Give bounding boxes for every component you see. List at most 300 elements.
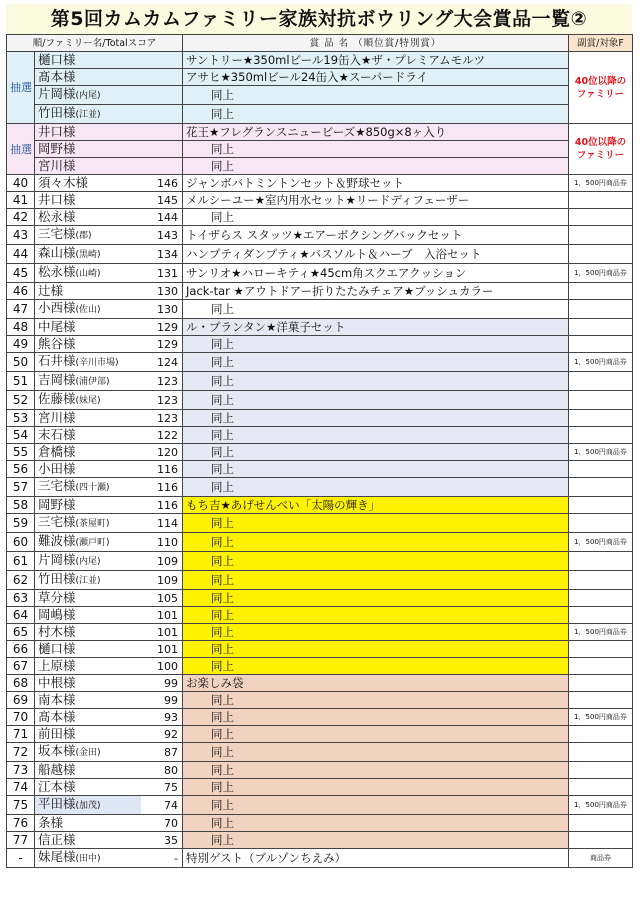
prize-cell: サントリー★350mlビール19缶入★ザ・プレミアムモルツ bbox=[183, 52, 569, 69]
family-name-cell bbox=[35, 336, 141, 353]
family-name-cell bbox=[35, 353, 141, 372]
table-header-row bbox=[7, 35, 633, 52]
score-cell: 116 bbox=[141, 461, 183, 478]
sub-cell: 1，500円商品券 bbox=[569, 796, 633, 815]
family-name-cell bbox=[35, 175, 141, 192]
table-body bbox=[7, 52, 633, 868]
rank-cell: 70 bbox=[7, 709, 35, 726]
score-cell: 143 bbox=[141, 226, 183, 245]
table-row bbox=[7, 209, 633, 226]
sub-cell: 1，500円商品券 bbox=[569, 533, 633, 552]
rank-cell: 50 bbox=[7, 353, 35, 372]
family-name-cell bbox=[35, 832, 141, 849]
family-name: 松永様 bbox=[38, 209, 76, 224]
family-note: (瀬戸町) bbox=[75, 538, 110, 548]
prize-cell: 同上 bbox=[183, 158, 569, 175]
family-name: 条様 bbox=[38, 815, 64, 830]
rank-cell: 76 bbox=[7, 815, 35, 832]
table-row bbox=[7, 336, 633, 353]
family-name-cell bbox=[35, 692, 141, 709]
table-row bbox=[7, 514, 633, 533]
table-row bbox=[7, 410, 633, 427]
prize-cell: 同上 bbox=[183, 779, 569, 796]
score-cell: 110 bbox=[141, 533, 183, 552]
sub-cell bbox=[569, 762, 633, 779]
prize-cell: 同上 bbox=[183, 300, 569, 319]
prize-cell: 同上 bbox=[183, 336, 569, 353]
rank-cell: 73 bbox=[7, 762, 35, 779]
rank-cell: 69 bbox=[7, 692, 35, 709]
family-name-cell bbox=[35, 69, 183, 86]
score-cell: 145 bbox=[141, 192, 183, 209]
family-name: 前田様 bbox=[38, 726, 76, 741]
sub-cell bbox=[569, 319, 633, 336]
family-name: 倉橋様 bbox=[38, 444, 76, 459]
table-row bbox=[7, 607, 633, 624]
sub-cell: 1，500円商品券 bbox=[569, 709, 633, 726]
score-cell: 146 bbox=[141, 175, 183, 192]
score-cell: 116 bbox=[141, 497, 183, 514]
rank-cell: 52 bbox=[7, 391, 35, 410]
prize-table bbox=[6, 34, 633, 868]
rank-cell: 57 bbox=[7, 478, 35, 497]
prize-cell: 同上 bbox=[183, 353, 569, 372]
score-cell: 105 bbox=[141, 590, 183, 607]
family-name: 岡野様 bbox=[38, 497, 76, 512]
family-name: 信正様 bbox=[38, 832, 76, 847]
family-name-cell bbox=[35, 410, 141, 427]
family-name-cell bbox=[35, 124, 183, 141]
family-name: 中尾様 bbox=[38, 319, 76, 334]
table-row bbox=[7, 192, 633, 209]
table-row bbox=[7, 533, 633, 552]
table-row bbox=[7, 283, 633, 300]
family-name-cell bbox=[35, 796, 141, 815]
score-cell: 109 bbox=[141, 552, 183, 571]
prize-cell: 同上 bbox=[183, 709, 569, 726]
header-sub: 副賞/対象F bbox=[569, 35, 633, 52]
score-cell: - bbox=[141, 849, 183, 868]
prize-cell: 同上 bbox=[183, 514, 569, 533]
score-cell: 74 bbox=[141, 796, 183, 815]
score-cell: 87 bbox=[141, 743, 183, 762]
sub-cell bbox=[569, 478, 633, 497]
score-cell: 109 bbox=[141, 571, 183, 590]
sub-cell bbox=[569, 571, 633, 590]
rank-cell: 55 bbox=[7, 444, 35, 461]
prize-cell: 同上 bbox=[183, 533, 569, 552]
prize-cell: 同上 bbox=[183, 105, 569, 124]
table-row bbox=[7, 86, 633, 105]
rank-cell: 75 bbox=[7, 796, 35, 815]
table-row bbox=[7, 675, 633, 692]
sub-note-cell bbox=[569, 52, 633, 124]
sub-cell bbox=[569, 427, 633, 444]
family-name: 小田様 bbox=[38, 461, 76, 476]
sub-cell bbox=[569, 726, 633, 743]
table-row bbox=[7, 590, 633, 607]
prize-cell: お楽しみ袋 bbox=[183, 675, 569, 692]
prize-cell: 同上 bbox=[183, 552, 569, 571]
prize-cell: Jack-tar ★アウトドアー折りたたみチェア★ブッシュカラー bbox=[183, 283, 569, 300]
sub-cell: 1，500円商品券 bbox=[569, 353, 633, 372]
family-note: (内尾) bbox=[75, 91, 101, 101]
table-row bbox=[7, 692, 633, 709]
prize-cell: 同上 bbox=[183, 391, 569, 410]
family-name: 草分様 bbox=[38, 590, 76, 605]
table-row bbox=[7, 658, 633, 675]
table-row bbox=[7, 105, 633, 124]
family-name-cell bbox=[35, 226, 141, 245]
table-row bbox=[7, 245, 633, 264]
family-note: (四十瀬) bbox=[75, 483, 110, 493]
family-name-cell bbox=[35, 105, 183, 124]
rank-cell: 40 bbox=[7, 175, 35, 192]
family-name: 難波様 bbox=[38, 533, 76, 548]
score-cell: 99 bbox=[141, 692, 183, 709]
family-name-cell bbox=[35, 192, 141, 209]
family-name-cell bbox=[35, 158, 183, 175]
family-name: 熊谷様 bbox=[38, 336, 76, 351]
table-row bbox=[7, 427, 633, 444]
score-cell: 130 bbox=[141, 283, 183, 300]
header-rank-name-score: 順/ファミリー名/Totalスコア bbox=[7, 35, 183, 52]
table-row bbox=[7, 52, 633, 69]
score-cell: 75 bbox=[141, 779, 183, 796]
family-name: 南本様 bbox=[38, 692, 76, 707]
rank-cell: 47 bbox=[7, 300, 35, 319]
rank-cell: 72 bbox=[7, 743, 35, 762]
sub-note-40: 40位以降のファミリー bbox=[574, 137, 627, 161]
score-cell: 134 bbox=[141, 245, 183, 264]
table-row bbox=[7, 175, 633, 192]
rank-cell: 53 bbox=[7, 410, 35, 427]
table-row bbox=[7, 552, 633, 571]
prize-cell: 同上 bbox=[183, 815, 569, 832]
sub-cell bbox=[569, 497, 633, 514]
score-cell: 123 bbox=[141, 391, 183, 410]
rank-cell: 65 bbox=[7, 624, 35, 641]
family-note: (茶屋町) bbox=[75, 519, 110, 529]
table-row bbox=[7, 571, 633, 590]
family-name-cell bbox=[35, 245, 141, 264]
prize-cell: トイザらス スタッツ★エアーボクシングバックセット bbox=[183, 226, 569, 245]
family-name-cell bbox=[35, 762, 141, 779]
score-cell: 101 bbox=[141, 624, 183, 641]
family-note: (佐山) bbox=[75, 305, 101, 315]
sub-note-cell bbox=[569, 124, 633, 175]
prize-cell: 同上 bbox=[183, 762, 569, 779]
sub-cell bbox=[569, 743, 633, 762]
rank-cell: 48 bbox=[7, 319, 35, 336]
family-name: 三宅様 bbox=[38, 514, 76, 529]
rank-cell: 49 bbox=[7, 336, 35, 353]
score-cell: 144 bbox=[141, 209, 183, 226]
family-name-cell bbox=[35, 461, 141, 478]
prize-cell: ハンプティダンプティ★バスソルト＆ハーブ 入浴セット bbox=[183, 245, 569, 264]
score-cell: 122 bbox=[141, 427, 183, 444]
rank-cell: 54 bbox=[7, 427, 35, 444]
family-name-cell bbox=[35, 52, 183, 69]
sub-cell bbox=[569, 461, 633, 478]
family-note: (田中) bbox=[75, 854, 101, 864]
family-name-cell bbox=[35, 300, 141, 319]
rank-cell: 74 bbox=[7, 779, 35, 796]
table-row bbox=[7, 709, 633, 726]
rank-cell: 41 bbox=[7, 192, 35, 209]
rank-cell: 60 bbox=[7, 533, 35, 552]
family-name: 岡嶋様 bbox=[38, 607, 76, 622]
sub-cell bbox=[569, 641, 633, 658]
rank-cell: - bbox=[7, 849, 35, 868]
prize-cell: ル・プランタン★洋菓子セット bbox=[183, 319, 569, 336]
prize-cell: 同上 bbox=[183, 427, 569, 444]
family-note: (内尾) bbox=[75, 557, 101, 567]
prize-cell: 同上 bbox=[183, 478, 569, 497]
table-row bbox=[7, 391, 633, 410]
sub-cell bbox=[569, 692, 633, 709]
table-row bbox=[7, 226, 633, 245]
family-note: (妹尾) bbox=[75, 396, 101, 406]
prize-cell: ジャンボバトミントンセット＆野球セット bbox=[183, 175, 569, 192]
family-note: (江並) bbox=[75, 576, 101, 586]
table-row bbox=[7, 300, 633, 319]
family-name: 片岡様 bbox=[38, 552, 76, 567]
table-row bbox=[7, 264, 633, 283]
prize-cell: 花王★フレグランスニュービーズ★850g×8ヶ入り bbox=[183, 124, 569, 141]
family-name: 岡野様 bbox=[38, 141, 76, 156]
rank-cell: 46 bbox=[7, 283, 35, 300]
family-note: (加茂) bbox=[75, 801, 101, 811]
family-name-cell bbox=[35, 641, 141, 658]
table-row bbox=[7, 762, 633, 779]
family-name: 妹尾様 bbox=[38, 849, 76, 864]
family-name: 樋口様 bbox=[38, 641, 76, 656]
score-cell: 123 bbox=[141, 372, 183, 391]
table-row bbox=[7, 444, 633, 461]
rank-cell: 64 bbox=[7, 607, 35, 624]
family-name: 坂本様 bbox=[38, 743, 76, 758]
table-row bbox=[7, 832, 633, 849]
rank-cell: 45 bbox=[7, 264, 35, 283]
family-name-cell bbox=[35, 514, 141, 533]
family-name-cell bbox=[35, 571, 141, 590]
family-name: 吉岡様 bbox=[38, 372, 76, 387]
family-name-cell bbox=[35, 726, 141, 743]
family-name-cell bbox=[35, 675, 141, 692]
table-row bbox=[7, 743, 633, 762]
score-cell: 129 bbox=[141, 319, 183, 336]
sub-note-40: 40位以降のファミリー bbox=[574, 75, 627, 100]
family-name: 井口様 bbox=[38, 124, 76, 139]
family-name-cell bbox=[35, 141, 183, 158]
family-name: 宮川様 bbox=[38, 410, 76, 425]
family-name: 末石様 bbox=[38, 427, 76, 442]
prize-cell: 同上 bbox=[183, 658, 569, 675]
prize-cell: メルシーユー★室内用水セット★リードディフェーザー bbox=[183, 192, 569, 209]
family-name: 石井様 bbox=[38, 353, 76, 368]
table-row bbox=[7, 796, 633, 815]
table-row bbox=[7, 815, 633, 832]
family-name-cell bbox=[35, 779, 141, 796]
score-cell: 123 bbox=[141, 410, 183, 427]
family-name: 江本様 bbox=[38, 779, 76, 794]
score-cell: 129 bbox=[141, 336, 183, 353]
table-row bbox=[7, 726, 633, 743]
family-name: 三宅様 bbox=[38, 226, 76, 241]
prize-cell: 同上 bbox=[183, 410, 569, 427]
rank-cell: 63 bbox=[7, 590, 35, 607]
prize-cell: 同上 bbox=[183, 372, 569, 391]
rank-cell: 67 bbox=[7, 658, 35, 675]
prize-cell: 同上 bbox=[183, 743, 569, 762]
sub-cell bbox=[569, 607, 633, 624]
sub-cell: 1，500円商品券 bbox=[569, 624, 633, 641]
prize-cell: 同上 bbox=[183, 590, 569, 607]
prize-cell: 特別ゲスト（ブルゾンちえみ） bbox=[183, 849, 569, 868]
table-row bbox=[7, 624, 633, 641]
sub-cell bbox=[569, 372, 633, 391]
family-name: 小西様 bbox=[38, 300, 76, 315]
prize-cell: 同上 bbox=[183, 86, 569, 105]
family-name-cell bbox=[35, 86, 183, 105]
family-note: (江並) bbox=[75, 110, 101, 120]
score-cell: 35 bbox=[141, 832, 183, 849]
family-name-cell bbox=[35, 815, 141, 832]
sub-cell bbox=[569, 815, 633, 832]
table-row bbox=[7, 849, 633, 868]
score-cell: 70 bbox=[141, 815, 183, 832]
table-row bbox=[7, 69, 633, 86]
family-name: 片岡様 bbox=[38, 86, 76, 101]
sub-cell bbox=[569, 832, 633, 849]
family-name: 竹田様 bbox=[38, 105, 76, 120]
family-name: 森山様 bbox=[38, 245, 76, 260]
sub-cell bbox=[569, 590, 633, 607]
sub-cell bbox=[569, 391, 633, 410]
prize-cell: アサヒ★350mlビール24缶入★スーパードライ bbox=[183, 69, 569, 86]
family-name: 松永様 bbox=[38, 264, 76, 279]
sub-cell bbox=[569, 658, 633, 675]
sub-cell: 1，500円商品券 bbox=[569, 175, 633, 192]
score-cell: 114 bbox=[141, 514, 183, 533]
family-name-cell bbox=[35, 264, 141, 283]
prize-cell: 同上 bbox=[183, 692, 569, 709]
prize-cell: 同上 bbox=[183, 607, 569, 624]
lottery-label: 抽選 bbox=[7, 52, 35, 124]
family-name: 髙本様 bbox=[38, 69, 76, 84]
table-row bbox=[7, 497, 633, 514]
family-name-cell bbox=[35, 709, 141, 726]
sub-cell bbox=[569, 514, 633, 533]
family-name-cell bbox=[35, 209, 141, 226]
table-row bbox=[7, 353, 633, 372]
family-name: 上原様 bbox=[38, 658, 76, 673]
prize-cell: サンリオ★ハローキティ★45cm角スクエアクッション bbox=[183, 264, 569, 283]
family-name-cell bbox=[35, 590, 141, 607]
table-row bbox=[7, 158, 633, 175]
table-row bbox=[7, 779, 633, 796]
score-cell: 120 bbox=[141, 444, 183, 461]
prize-cell: 同上 bbox=[183, 461, 569, 478]
family-name-cell bbox=[35, 624, 141, 641]
family-name: 中根様 bbox=[38, 675, 76, 690]
score-cell: 99 bbox=[141, 675, 183, 692]
family-name-cell bbox=[35, 283, 141, 300]
score-cell: 101 bbox=[141, 641, 183, 658]
prize-cell: もち吉★あげせんべい「太陽の輝き」 bbox=[183, 497, 569, 514]
family-name-cell bbox=[35, 743, 141, 762]
family-name-cell bbox=[35, 533, 141, 552]
family-note: (山崎) bbox=[75, 269, 101, 279]
family-note: (金田) bbox=[75, 748, 101, 758]
family-note: (辛川市場) bbox=[75, 358, 119, 368]
prize-cell: 同上 bbox=[183, 209, 569, 226]
rank-cell: 42 bbox=[7, 209, 35, 226]
sub-cell: 商品券 bbox=[569, 849, 633, 868]
sub-cell bbox=[569, 336, 633, 353]
score-cell: 92 bbox=[141, 726, 183, 743]
rank-cell: 71 bbox=[7, 726, 35, 743]
score-cell: 130 bbox=[141, 300, 183, 319]
sub-cell bbox=[569, 283, 633, 300]
score-cell: 100 bbox=[141, 658, 183, 675]
family-note: (浦伊部) bbox=[75, 377, 110, 387]
sub-cell bbox=[569, 410, 633, 427]
table-row bbox=[7, 641, 633, 658]
rank-cell: 61 bbox=[7, 552, 35, 571]
sub-cell bbox=[569, 226, 633, 245]
score-cell: 124 bbox=[141, 353, 183, 372]
family-name-cell bbox=[35, 391, 141, 410]
family-name: 船越様 bbox=[38, 762, 76, 777]
rank-cell: 44 bbox=[7, 245, 35, 264]
score-cell: 116 bbox=[141, 478, 183, 497]
family-name-cell bbox=[35, 497, 141, 514]
family-name-cell bbox=[35, 607, 141, 624]
family-name-cell bbox=[35, 372, 141, 391]
table-row bbox=[7, 372, 633, 391]
table-row bbox=[7, 461, 633, 478]
prize-cell: 同上 bbox=[183, 624, 569, 641]
prize-cell: 同上 bbox=[183, 641, 569, 658]
sub-cell bbox=[569, 779, 633, 796]
rank-cell: 62 bbox=[7, 571, 35, 590]
family-name: 宮川様 bbox=[38, 158, 76, 173]
prize-cell: 同上 bbox=[183, 571, 569, 590]
family-name: 平田様 bbox=[38, 796, 76, 811]
family-name: 須々木様 bbox=[38, 175, 89, 190]
sub-cell bbox=[569, 192, 633, 209]
family-name: 井口様 bbox=[38, 192, 76, 207]
header-prize: 賞 品 名 （順位賞/特別賞） bbox=[183, 35, 569, 52]
family-name: 竹田様 bbox=[38, 571, 76, 586]
rank-cell: 59 bbox=[7, 514, 35, 533]
score-cell: 131 bbox=[141, 264, 183, 283]
score-cell: 80 bbox=[141, 762, 183, 779]
rank-cell: 51 bbox=[7, 372, 35, 391]
sub-cell: 1，500円商品券 bbox=[569, 264, 633, 283]
family-name: 三宅様 bbox=[38, 478, 76, 493]
family-name: 佐藤様 bbox=[38, 391, 76, 406]
prize-cell: 同上 bbox=[183, 141, 569, 158]
family-name-cell bbox=[35, 849, 141, 868]
family-name: 辻様 bbox=[38, 283, 64, 298]
score-cell: 101 bbox=[141, 607, 183, 624]
lottery-label: 抽選 bbox=[7, 124, 35, 175]
rank-cell: 66 bbox=[7, 641, 35, 658]
table-row bbox=[7, 141, 633, 158]
